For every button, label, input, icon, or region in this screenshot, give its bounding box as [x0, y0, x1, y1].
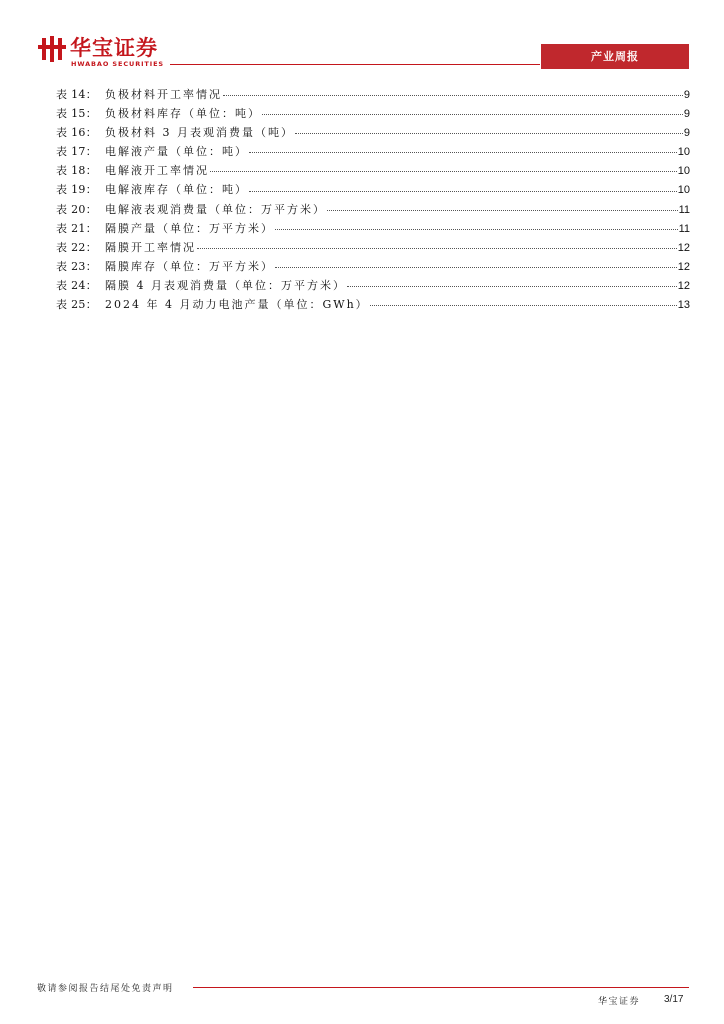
toc-entry-title: 隔膜开工率情况 [105, 240, 196, 254]
report-type-tag: 产业周报 [541, 44, 689, 69]
toc-entry-title: 电解液开工率情况 [105, 164, 209, 178]
toc-entry[interactable] [56, 180, 690, 199]
toc-leader-dots [223, 94, 683, 96]
toc-leader-dots [295, 132, 683, 134]
toc-entry-page: 12 [677, 241, 690, 254]
toc-entry[interactable] [56, 161, 690, 180]
toc-entry-page: 9 [683, 89, 690, 101]
toc-entry-title: 隔膜库存（单位：万平方米） [105, 259, 274, 273]
toc-entry-page: 13 [677, 299, 690, 312]
toc-entry-title: 隔膜 4 月表观消费量（单位：万平方米） [105, 278, 346, 292]
toc-entry-page: 11 [678, 203, 690, 216]
toc-entry[interactable] [56, 238, 690, 257]
toc-entry-number: 表 25： [56, 298, 97, 312]
toc-leader-dots [210, 170, 677, 172]
toc-leader-dots [275, 228, 678, 230]
toc-entry[interactable] [56, 142, 690, 161]
toc-leader-dots [347, 285, 677, 287]
toc-entry[interactable] [56, 219, 690, 238]
toc-entry-number: 表 21： [56, 221, 97, 235]
toc-entry-title: 负极材料 3 月表观消费量（吨） [105, 126, 294, 140]
toc-entry-page: 10 [677, 146, 690, 159]
toc-entry[interactable] [56, 200, 690, 219]
toc-entry-number: 表 20： [56, 202, 97, 216]
toc-entry-page: 12 [677, 279, 690, 292]
footer-company: 华宝证券 [598, 997, 641, 1007]
page-number: 3/17 [664, 994, 684, 1005]
toc-entry-number: 表 22： [56, 240, 97, 254]
toc-entry[interactable] [56, 276, 690, 295]
toc-leader-dots [275, 266, 677, 268]
toc-entry-number: 表 17： [56, 145, 97, 159]
footer-disclaimer: 敬请参阅报告结尾处免责声明 [37, 984, 174, 994]
toc-entry-number: 表 18： [56, 164, 97, 178]
toc-entry-number: 表 16： [56, 126, 97, 140]
toc-entry[interactable] [56, 295, 690, 314]
toc-entry-title: 2024 年 4 月动力电池产量（单位：GWh） [105, 298, 369, 312]
logo-chinese-name: 华宝证券 [70, 36, 158, 60]
toc-entry-number: 表 24： [56, 278, 97, 292]
toc-leader-dots [249, 190, 677, 192]
company-logo [38, 36, 168, 66]
toc-entry-number: 表 19： [56, 183, 97, 197]
toc-entry-title: 电解液库存（单位：吨） [105, 183, 248, 197]
hwabao-logo-icon [38, 36, 66, 62]
logo-english-name: HWABAO SECURITIES [71, 60, 164, 68]
toc-entry[interactable] [56, 123, 690, 142]
toc-entry-title: 隔膜产量（单位：万平方米） [105, 221, 274, 235]
toc-entry-number: 表 14： [56, 88, 97, 101]
toc-entry[interactable] [56, 104, 690, 123]
toc-entry-number: 表 23： [56, 259, 97, 273]
page-header [0, 0, 724, 80]
toc-leader-dots [262, 113, 683, 115]
toc-entry-page: 10 [677, 184, 690, 197]
toc-entry[interactable] [56, 85, 690, 104]
table-of-contents [56, 85, 690, 314]
toc-leader-dots [249, 151, 677, 153]
toc-entry-page: 11 [678, 222, 690, 235]
toc-entry-page: 9 [683, 108, 690, 121]
toc-leader-dots [370, 304, 677, 306]
toc-entry-page: 9 [683, 127, 690, 140]
toc-entry[interactable] [56, 257, 690, 276]
toc-entry-number: 表 15： [56, 107, 97, 121]
toc-entry-title: 负极材料库存（单位：吨） [105, 107, 261, 121]
toc-entry-page: 10 [677, 165, 690, 178]
toc-entry-title: 负极材料开工率情况 [105, 88, 222, 101]
toc-entry-page: 12 [677, 260, 690, 273]
footer-divider [193, 987, 689, 988]
toc-entry-title: 电解液表观消费量（单位：万平方米） [105, 202, 326, 216]
toc-leader-dots [327, 209, 678, 211]
header-divider [170, 64, 540, 65]
toc-leader-dots [197, 247, 677, 249]
toc-entry-title: 电解液产量（单位：吨） [105, 145, 248, 159]
